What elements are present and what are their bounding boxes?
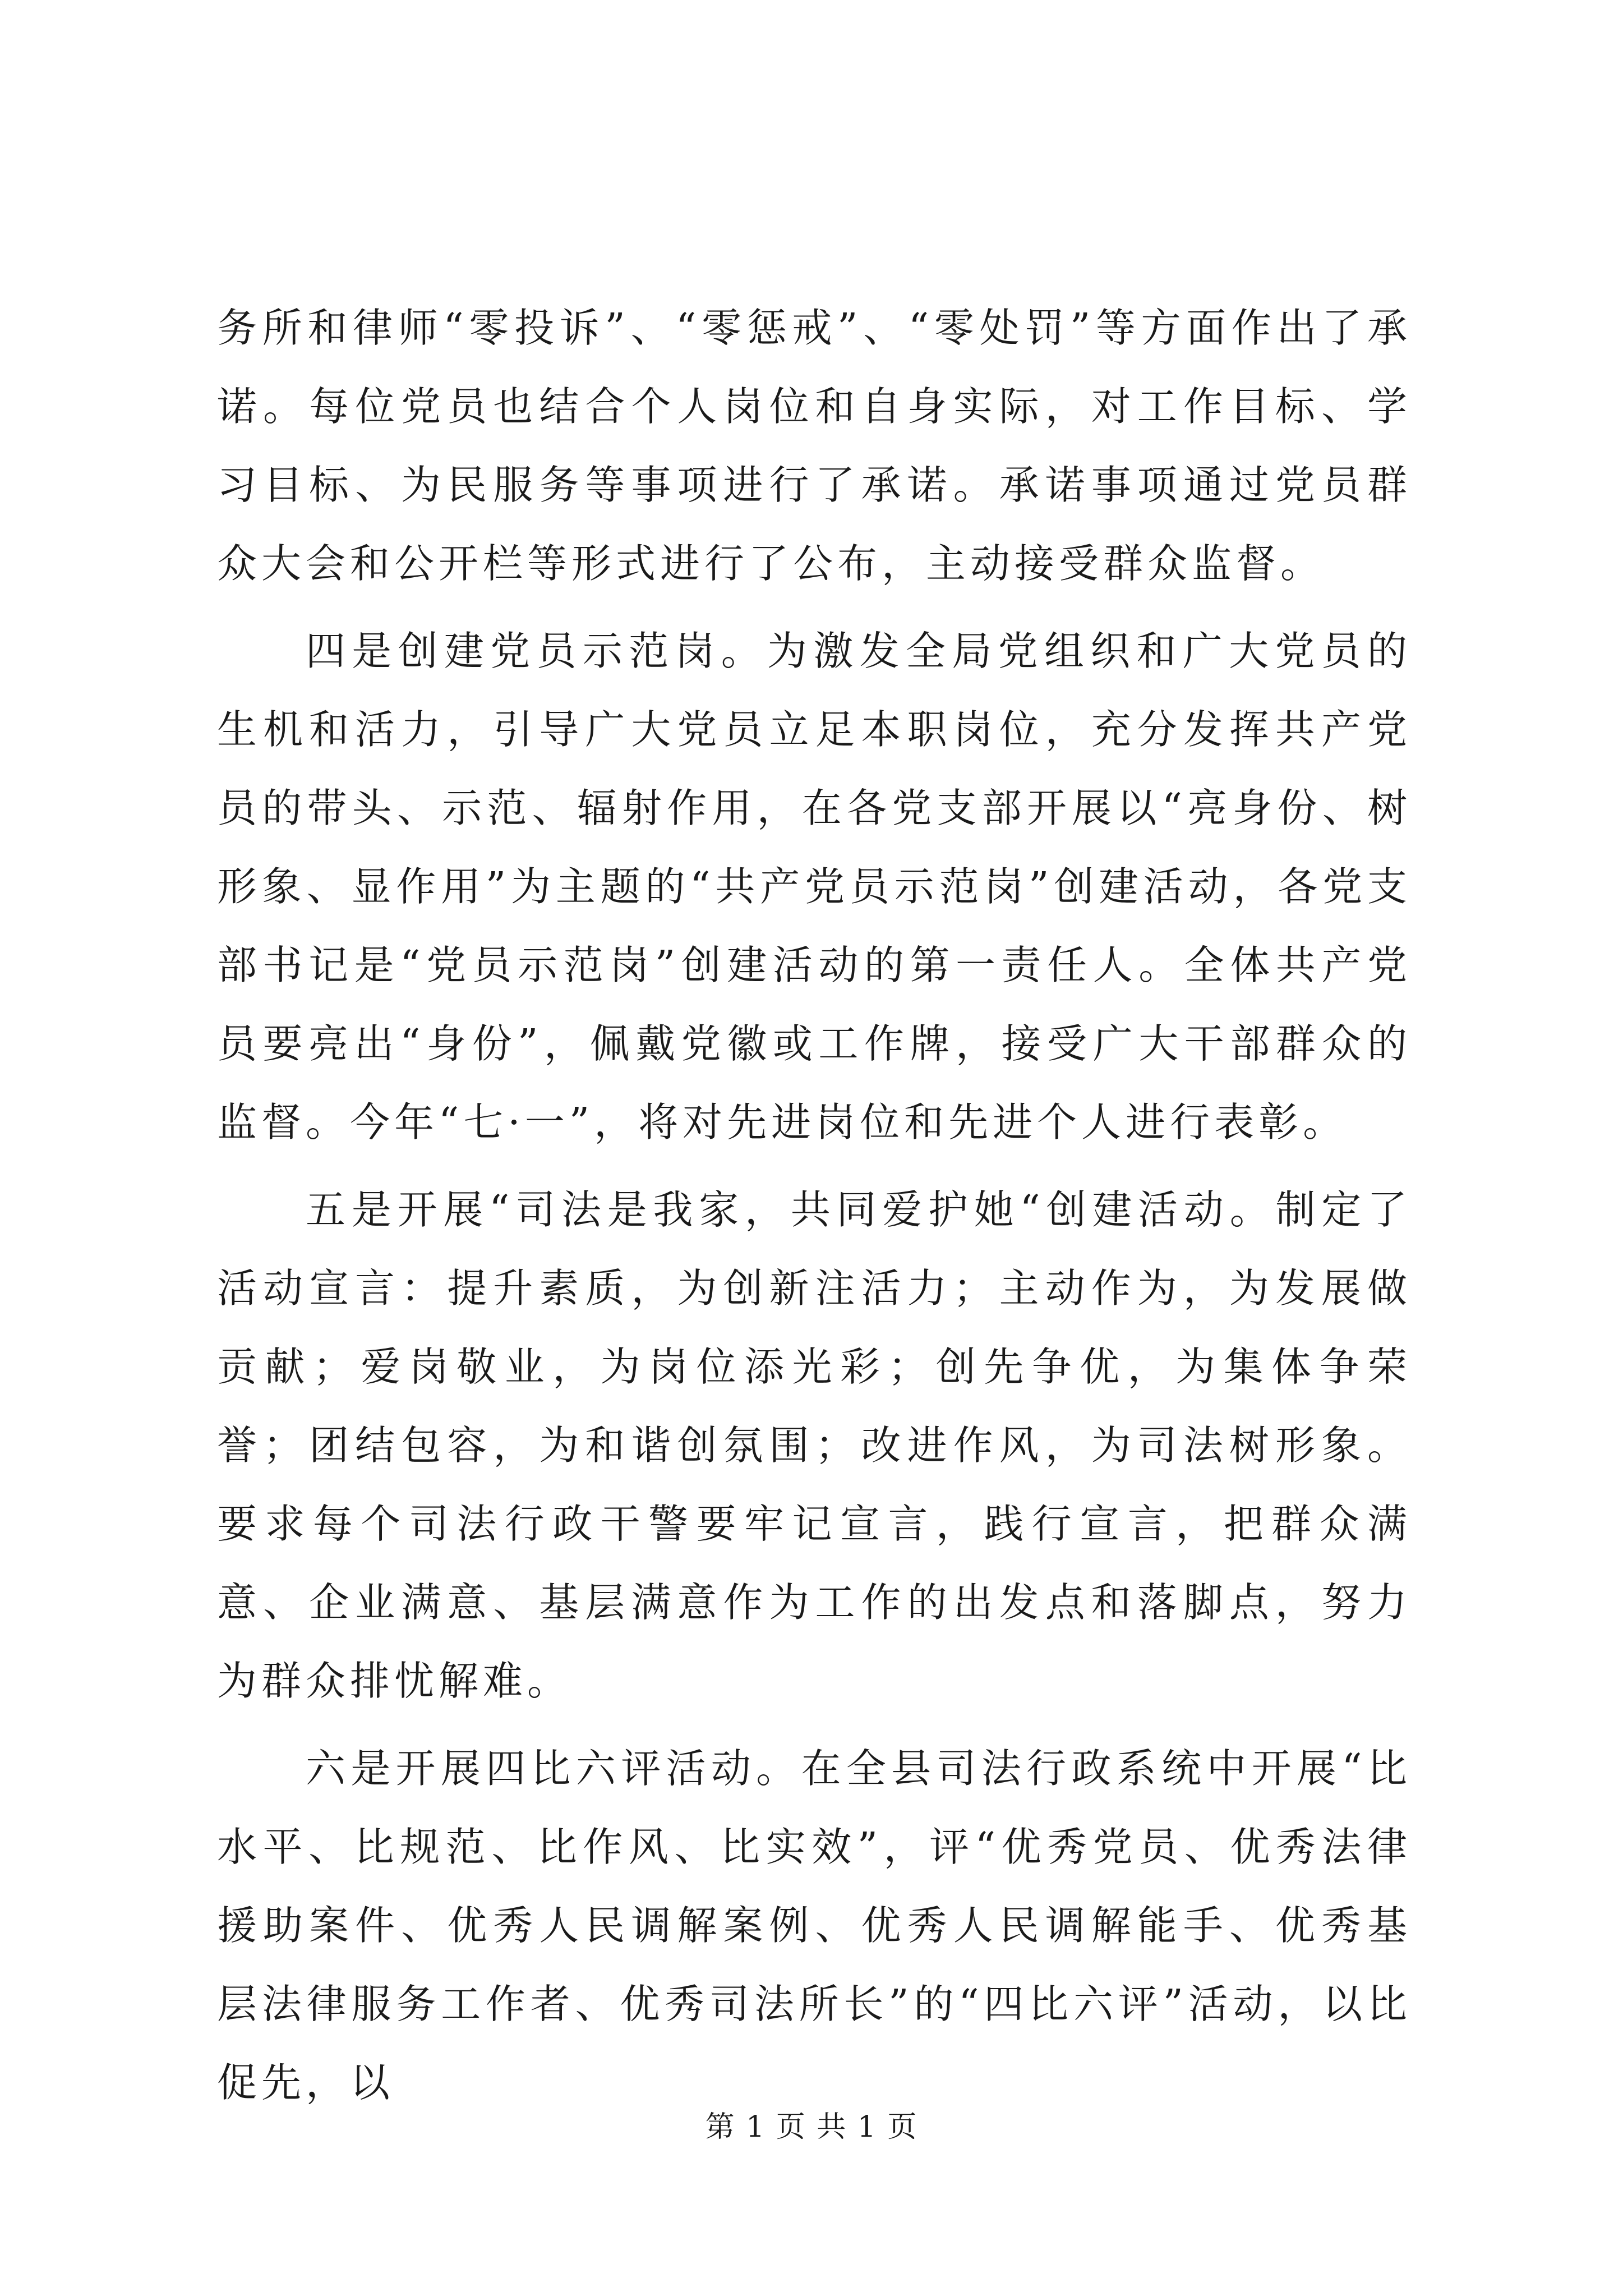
paragraph-judicial-home-campaign: 五是开展“司法是我家，共同爱护她“创建活动。制定了活动宣言：提升素质，为创新注活力；主动作为，为发展做贡献；爱岗敬业，为岗位添光彩；创先争优，为集体争荣誉；团结包容，为和谐创氛围；改进作风，为司法树形象。要求每个司法行政干警要牢记宣言，践行宣言，把群众满意、企业满意、基层满意作为工作的出发点和落脚点，努力为群众排忧解难。 bbox=[217, 1186, 1412, 1704]
page-number-indicator: 第 1 页 共 1 页 bbox=[705, 2110, 918, 2144]
paragraph-continuation: 务所和律师“零投诉”、“零惩戒”、“零处罚”等方面作出了承诺。每位党员也结合个人岗位和自身实际，对工作目标、学习目标、为民服务等事项进行了承诺。承诺事项通过党员群众大会和公开栏等形式进行了公布，主动接受群众监督。 bbox=[217, 305, 1412, 587]
paragraph-party-member-model-post: 四是创建党员示范岗。为激发全局党组织和广大党员的生机和活力，引导广大党员立足本职岗位，充分发挥共产党员的带头、示范、辐射作用，在各党支部开展以“亮身份、树形象、显作用”为主题的“共产党员示范岗”创建活动，各党支部书记是“党员示范岗”创建活动的第一责任人。全体共产党员要亮出“身份”，佩戴党徽或工作牌，接受广大干部群众的监督。今年“七·一”，将对先进岗位和先进个人进行表彰。 bbox=[217, 628, 1412, 1145]
document-body bbox=[217, 289, 1412, 2122]
page-footer bbox=[0, 2110, 1623, 2144]
paragraph-four-compare-six-evaluate: 六是开展四比六评活动。在全县司法行政系统中开展“比水平、比规范、比作风、比实效”，评“优秀党员、优秀法律援助案件、优秀人民调解案例、优秀人民调解能手、优秀基层法律服务工作者、优秀司法所长”的“四比六评”活动，以比促先，以 bbox=[217, 1745, 1412, 2106]
